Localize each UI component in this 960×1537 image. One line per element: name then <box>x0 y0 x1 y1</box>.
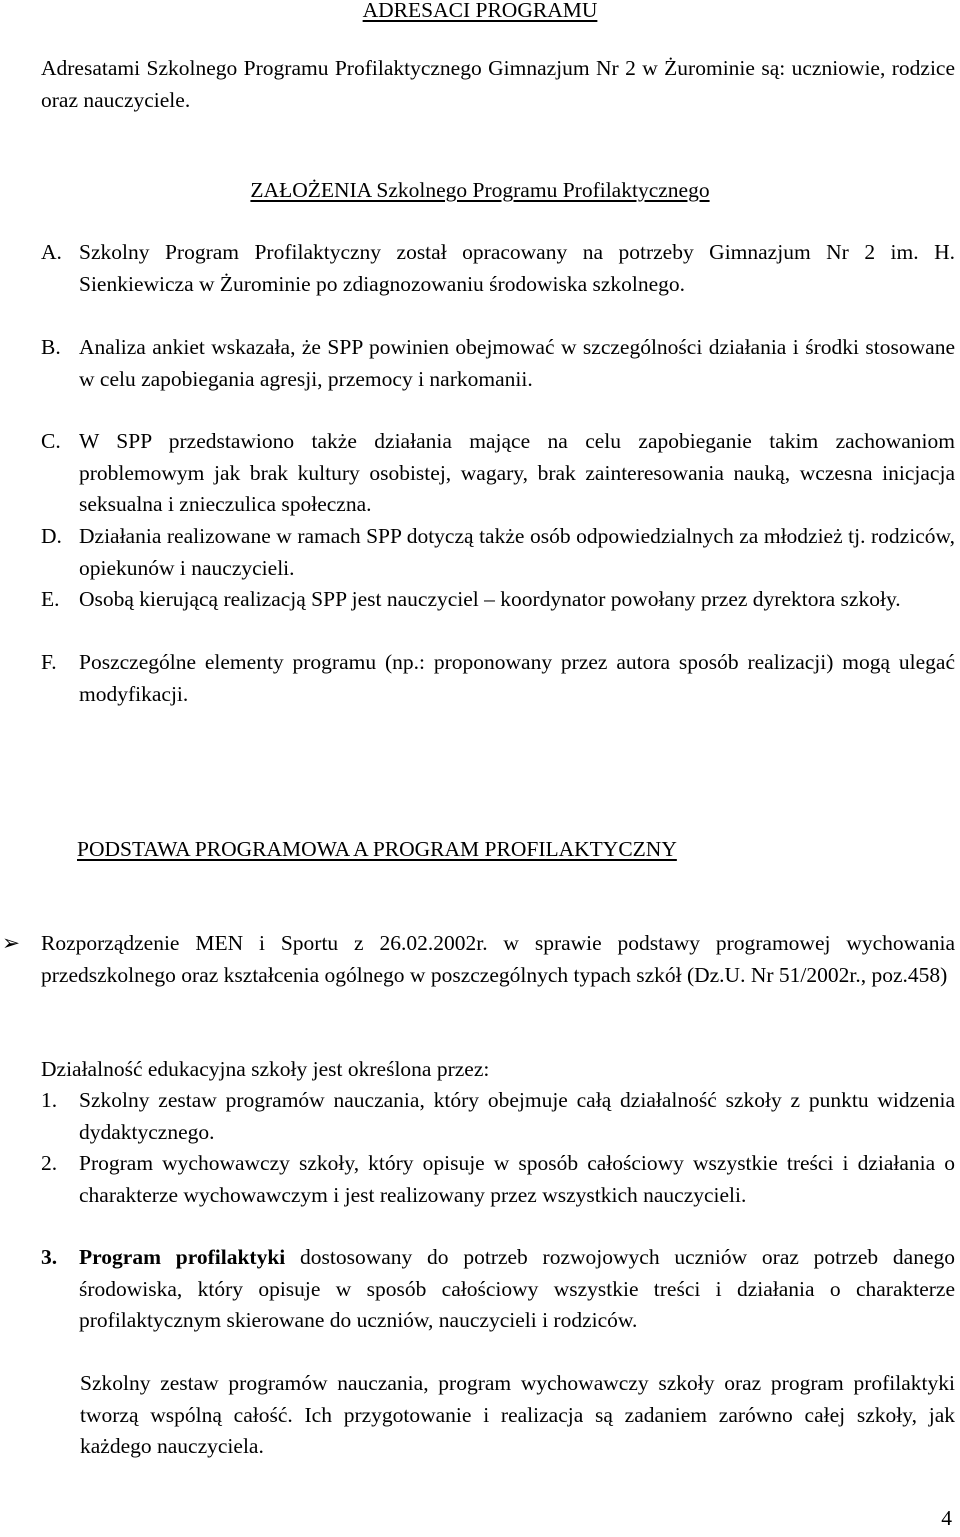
zalozenia-item-d <box>41 521 955 584</box>
closing-paragraph: Szkolny zestaw programów nauczania, program wychowawczy szkoły oraz program profilaktyki tworzą wspólną całość. Ich przygotowanie i realizacja są zadaniem zarówno całej szkoły, jak każdego nauczyciela. <box>80 1371 955 1458</box>
item-label: C. <box>41 429 61 453</box>
zalozenia-item-b <box>41 332 955 395</box>
page-number: 4 <box>941 1506 952 1530</box>
list-item-text <box>79 1085 955 1148</box>
regulation-bullet <box>2 928 955 991</box>
item-text: W SPP przedstawiono także działania mające na celu zapobieganie takim zachowaniom problemowym jak brak kultury osobistej, wagary, brak zainteresowania nauką, wczesna inicjacja seksualna i znieczulica społeczna. <box>79 429 955 516</box>
regulation-text: Rozporządzenie MEN i Sportu z 26.02.2002r. w sprawie podstawy programowej wychowania przedszkolnego oraz kształcenia ogólnego w poszczególnych typach szkół (Dz.U. Nr 51/2002r., poz.458) <box>41 931 955 987</box>
section-heading-podstawa: PODSTAWA PROGRAMOWA A PROGRAM PROFILAKTYCZNY <box>77 837 677 861</box>
activity-list-item-1 <box>41 1085 955 1148</box>
list-item-bold: Program profilaktyki <box>79 1245 286 1269</box>
item-label: A. <box>41 240 62 264</box>
zalozenia-item-a <box>41 237 955 300</box>
item-label: B. <box>41 335 61 359</box>
list-number: 2. <box>41 1151 58 1175</box>
zalozenia-item-f <box>41 647 955 710</box>
activity-list-item-2 <box>41 1148 955 1211</box>
adresaci-paragraph: Adresatami Szkolnego Programu Profilaktycznego Gimnazjum Nr 2 w Żurominie są: uczniowie, rodzice oraz nauczyciele. <box>41 56 955 112</box>
section-heading-adresaci: ADRESACI PROGRAMU <box>362 0 598 22</box>
arrow-bullet-icon: ➢ <box>2 931 21 955</box>
zalozenia-item-e <box>41 584 955 616</box>
list-item-text <box>79 1242 955 1337</box>
item-text: Szkolny Program Profilaktyczny został opracowany na potrzeby Gimnazjum Nr 2 im. H. Sienkiewicza w Żurominie po zdiagnozowaniu środowiska szkolnego. <box>79 240 955 296</box>
list-number: 1. <box>41 1088 58 1112</box>
item-text: Analiza ankiet wskazała, że SPP powinien obejmować w szczególności działania i środki stosowane w celu zapobiegania agresji, przemocy i narkomanii. <box>79 335 955 391</box>
item-label: D. <box>41 524 62 548</box>
activity-intro: Działalność edukacyjna szkoły jest określona przez: <box>41 1057 490 1081</box>
list-item-body: Szkolny zestaw programów nauczania, który obejmuje całą działalność szkoły z punktu widzenia dydaktycznego. <box>79 1088 955 1144</box>
list-item-body: Program wychowawczy szkoły, który opisuje w sposób całościowy wszystkie treści i działania o charakterze wychowawczym i jest realizowany przez wszystkich nauczycieli. <box>79 1151 955 1207</box>
list-item-body: dostosowany do potrzeb rozwojowych uczniów oraz potrzeb danego środowiska, który opisuje w sposób całościowy wszystkie treści i działania o charakterze profilaktycznym skierowane do uczniów, nauczycieli i rodziców. <box>79 1245 955 1332</box>
item-text: Działania realizowane w ramach SPP dotyczą także osób odpowiedzialnych za młodzież tj. rodziców, opiekunów i nauczycieli. <box>79 524 955 580</box>
activity-list-item-3 <box>41 1242 955 1337</box>
item-label: F. <box>41 650 57 674</box>
item-text: Poszczególne elementy programu (np.: proponowany przez autora sposób realizacji) mogą ulegać modyfikacji. <box>79 650 955 706</box>
item-label: E. <box>41 587 60 611</box>
list-number: 3. <box>41 1245 58 1269</box>
item-text: Osobą kierującą realizacją SPP jest nauczyciel – koordynator powołany przez dyrektora szkoły. <box>79 587 901 611</box>
zalozenia-item-c <box>41 426 955 521</box>
section-heading-zalozenia: ZAŁOŻENIA Szkolnego Programu Profilaktycznego <box>250 178 710 202</box>
list-item-text <box>79 1148 955 1211</box>
